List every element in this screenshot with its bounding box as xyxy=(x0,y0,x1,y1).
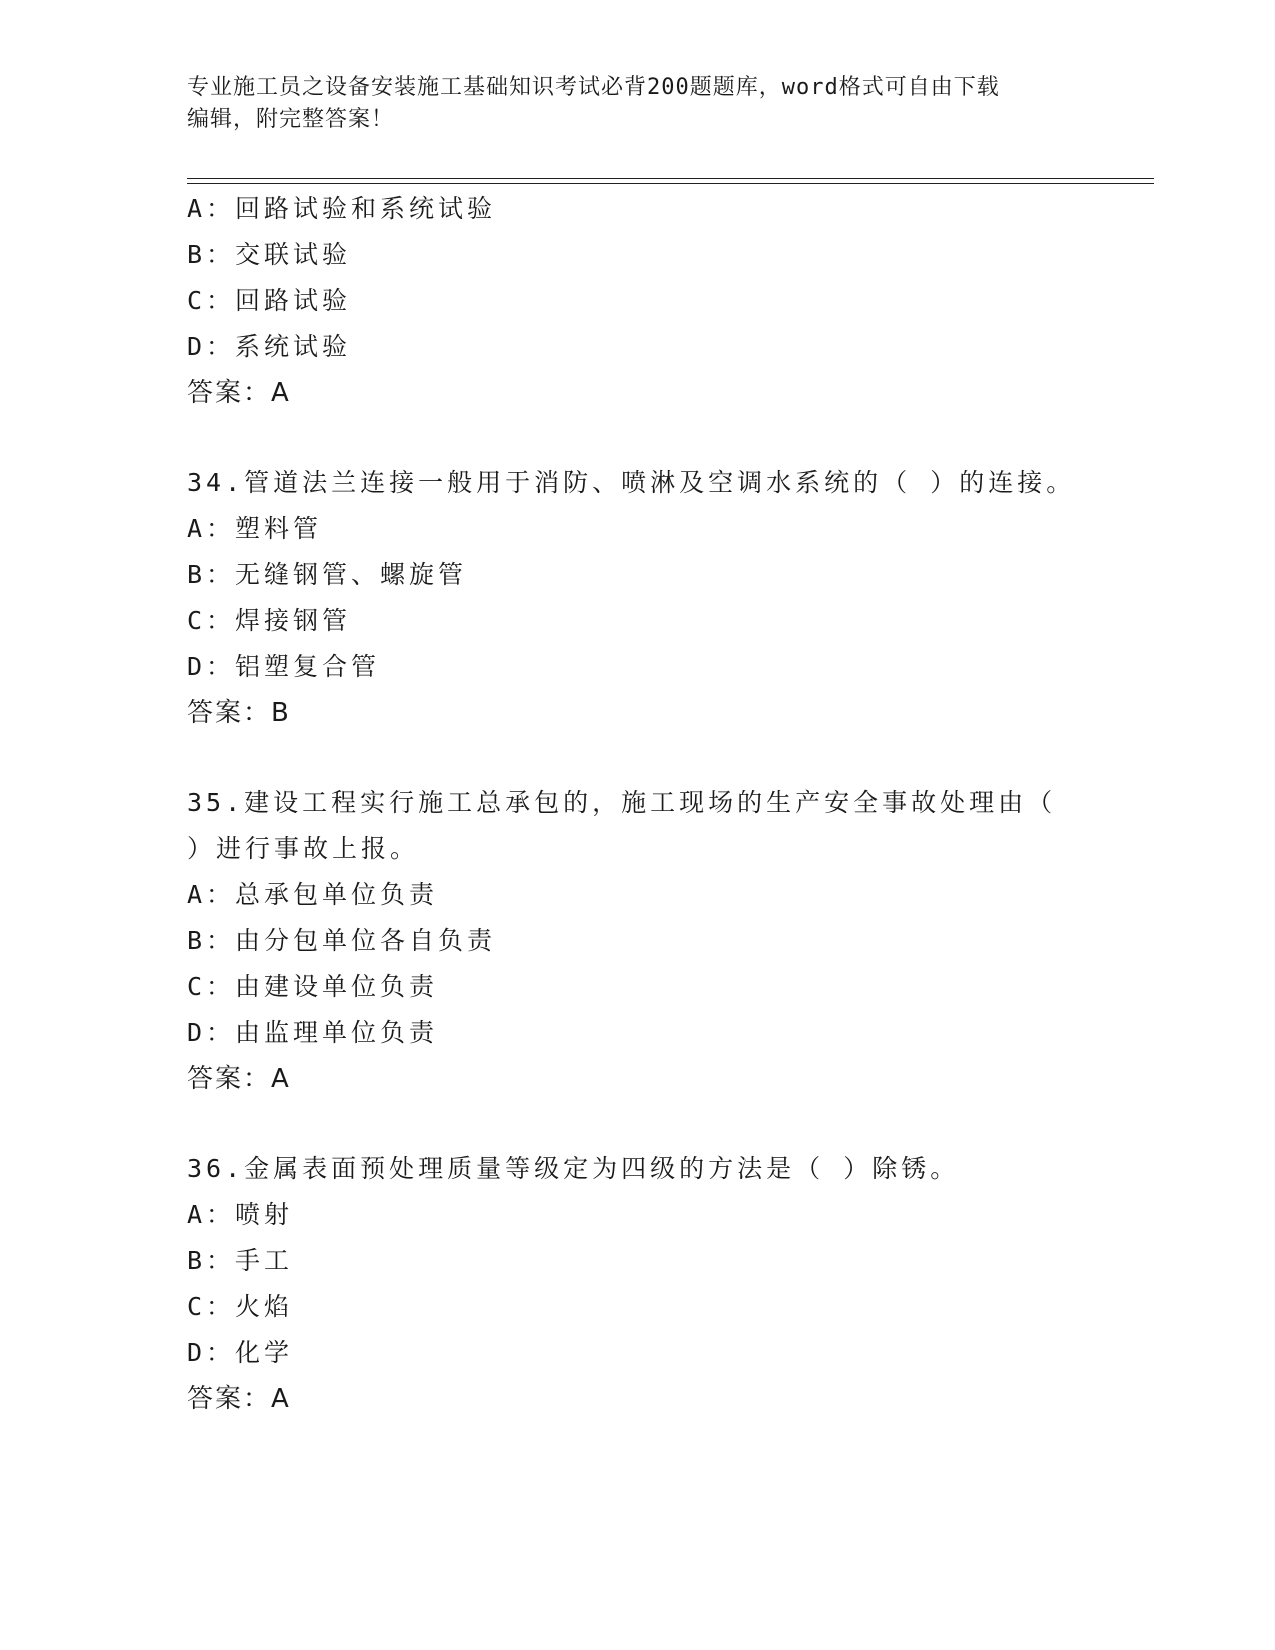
answer-line: 答案：A xyxy=(187,1064,291,1094)
header-line-1: 专业施工员之设备安装施工基础知识考试必背200题题库，word格式可自由下载 xyxy=(187,75,1000,100)
header-line-2: 编辑，附完整答案！ xyxy=(187,107,395,132)
option-c: C：回路试验 xyxy=(187,286,352,315)
question-block-partial xyxy=(187,186,1087,416)
spacer xyxy=(187,416,1087,460)
option-c: C：焊接钢管 xyxy=(187,606,352,635)
question-block-36 xyxy=(187,1146,1087,1422)
question-block-35 xyxy=(187,780,1087,1102)
answer-line: 答案：A xyxy=(187,378,291,408)
spacer xyxy=(187,736,1087,780)
question-text: 34.管道法兰连接一般用于消防、喷淋及空调水系统的（ ）的连接。 xyxy=(187,468,1076,497)
option-d: D：化学 xyxy=(187,1338,294,1367)
option-a: A：总承包单位负责 xyxy=(187,880,439,909)
option-a: A：喷射 xyxy=(187,1200,294,1229)
option-d: D：由监理单位负责 xyxy=(187,1018,439,1047)
question-text-continued: ）进行事故上报。 xyxy=(187,834,420,863)
option-c: C：由建设单位负责 xyxy=(187,972,439,1001)
option-d: D：系统试验 xyxy=(187,332,352,361)
option-d: D：铝塑复合管 xyxy=(187,652,381,681)
answer-line: 答案：B xyxy=(187,698,291,728)
option-b: B：无缝钢管、螺旋管 xyxy=(187,560,468,589)
option-b: B：由分包单位各自负责 xyxy=(187,926,497,955)
option-a: A：回路试验和系统试验 xyxy=(187,194,497,223)
document-header xyxy=(187,72,1087,136)
spacer xyxy=(187,1102,1087,1146)
answer-line: 答案：A xyxy=(187,1384,291,1414)
question-block-34 xyxy=(187,460,1087,736)
option-b: B：手工 xyxy=(187,1246,294,1275)
question-text: 35.建设工程实行施工总承包的，施工现场的生产安全事故处理由（ xyxy=(187,788,1057,817)
question-list xyxy=(187,186,1087,1422)
header-divider-top xyxy=(187,178,1154,179)
question-text: 36.金属表面预处理质量等级定为四级的方法是（ ）除锈。 xyxy=(187,1154,960,1183)
option-b: B：交联试验 xyxy=(187,240,352,269)
option-c: C：火焰 xyxy=(187,1292,294,1321)
option-a: A：塑料管 xyxy=(187,514,323,543)
header-divider-bottom xyxy=(187,183,1154,184)
